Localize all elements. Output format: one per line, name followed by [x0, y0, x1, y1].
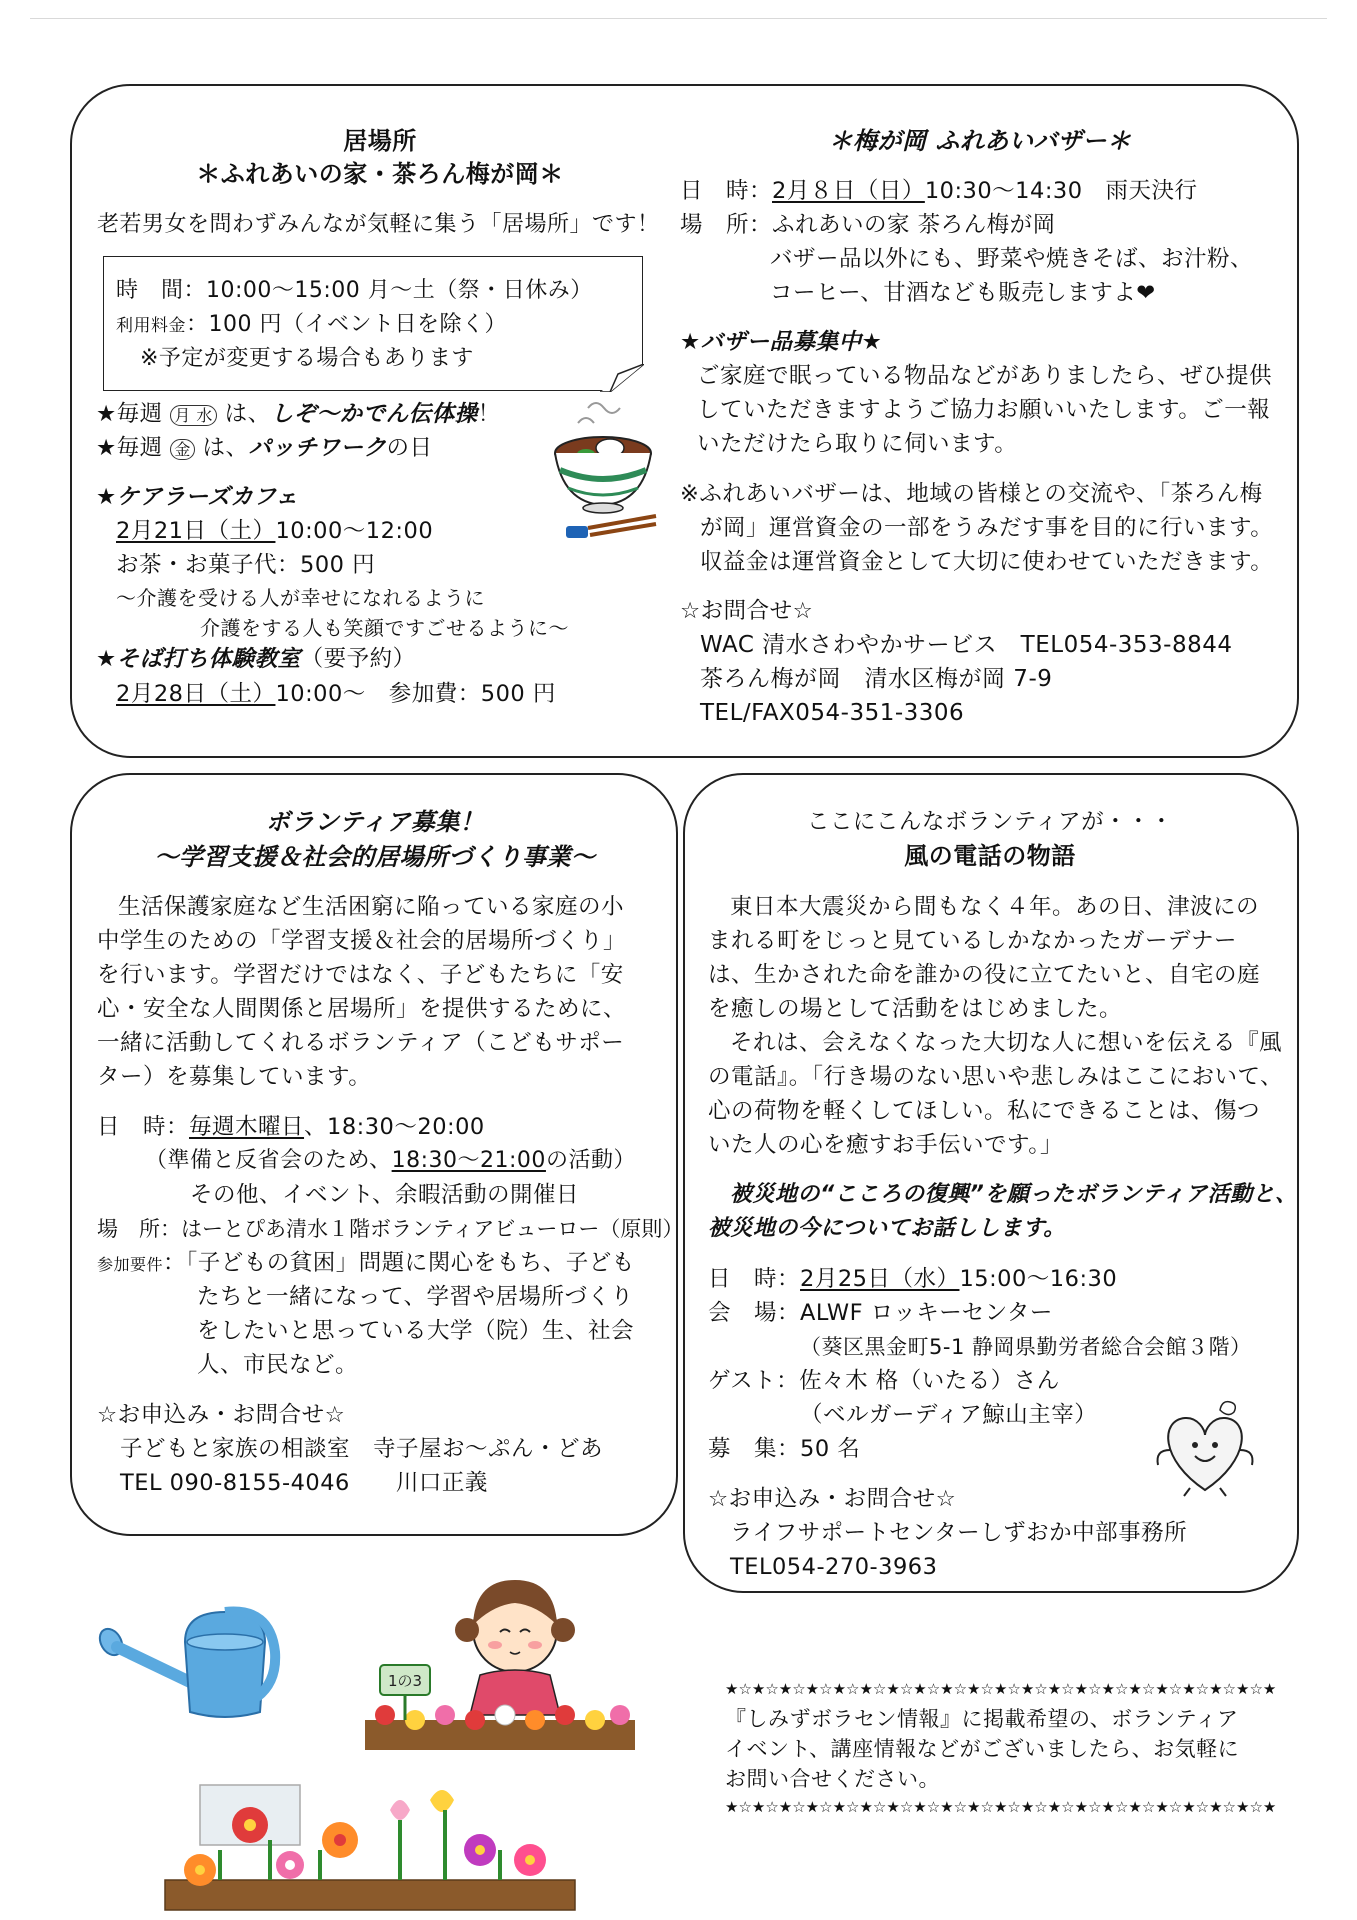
star-border-top: ★☆★☆★☆★☆★☆★☆★☆★☆★☆★☆★☆★☆★☆★☆★☆★☆★☆★☆★☆★☆★: [725, 1680, 1277, 1698]
volunteer-date-value: 毎週木曜日: [189, 1114, 305, 1140]
footer-line-3: お問い合せください。: [725, 1767, 940, 1791]
recruit-line-1: ご家庭で眠っている物品などがありましたら、ぜひ提供: [697, 363, 1273, 389]
volunteer-contact-title: ☆お申込み・お問合せ☆: [97, 1402, 346, 1428]
volunteer-place: 場 所：はーとぴあ清水１階ボランティアビューロー（原則）: [97, 1217, 684, 1241]
exercise-name: しぞ～かでん伝体操: [270, 401, 478, 427]
purpose-line-2: が岡」運営資金の一部をうみだす事を目的に行います。: [700, 515, 1274, 541]
soba-bowl-icon: [548, 398, 658, 548]
volunteer-req-2: たちと一緒になって、学習や居場所づくり: [197, 1284, 634, 1310]
volunteer-p2: 中学生のための「学習支援＆社会的居場所づくり」: [97, 928, 627, 954]
wind-phone-p6: の電話』。「行き場のない思いや悲しみはここにおいて、: [708, 1064, 1284, 1090]
wind-phone-guest-2: （ベルガーディア鯨山主宰）: [800, 1402, 1098, 1428]
wind-phone-contact-2: TEL054-270-3963: [730, 1554, 938, 1580]
recruit-line-3: いただけたら取りに伺います。: [697, 431, 1018, 457]
soba-title-row: [96, 645, 416, 673]
volunteer-p4: 心・安全な人間関係と居場所」を提供するために、: [97, 996, 627, 1022]
wind-phone-p7: 心の荷物を軽くしてほしい。私にできることは、傷つ: [708, 1098, 1261, 1124]
wind-phone-contact-title: ☆お申込み・お問合せ☆: [708, 1486, 957, 1512]
weekly-patchwork: [96, 434, 433, 464]
recruit-line-2: していただきますようご協力お願いいたします。ご一報: [697, 397, 1271, 423]
bazaar-contact-1: WAC 清水さわやかサービス TEL054-353-8844: [700, 632, 1233, 658]
weekly-end: の日: [386, 435, 433, 461]
soba-rest: 10:00～ 参加費：500 円: [275, 681, 556, 707]
wind-phone-title-1: ここにこんなボランティアが・・・: [806, 809, 1174, 835]
girl-illustration-icon: [355, 1570, 655, 1770]
purpose-line-1: ※ふれあいバザーは、地域の皆様との交流や、「茶ろん梅: [680, 481, 1263, 507]
weekly-exercise: [96, 400, 501, 430]
wind-phone-p4: を癒しの場として活動をはじめました。: [708, 996, 1123, 1022]
cafe-date: 2月21日（土）: [116, 518, 276, 544]
soba-date: 2月28日（土）: [116, 681, 276, 707]
fee-row: [116, 311, 507, 340]
bazaar-contact-2: 茶ろん梅が岡 清水区梅が岡 7-9: [700, 666, 1053, 692]
volunteer-p6: ター）を募集しています。: [97, 1064, 372, 1090]
soba-note: （要予約）: [300, 646, 416, 672]
volunteer-req-3: をしたいと思っている大学（院）生、社会: [197, 1318, 635, 1344]
date2-pre: （準備と反省会のため、: [145, 1148, 392, 1173]
volunteer-date: [97, 1113, 485, 1141]
req-line-1: ：「子どもの貧困」問題に関心をもち、子ども: [163, 1250, 635, 1276]
bazaar-contact-title: ☆お問合せ☆: [680, 598, 814, 624]
wind-phone-guest: ゲスト：佐々木 格（いたる）さん: [708, 1368, 1060, 1394]
bazaar-date-value: 2月８日（日）: [772, 178, 925, 204]
volunteer-contact-1: 子どもと家族の相談室 寺子屋お～ぷん・どあ: [120, 1436, 604, 1462]
bazaar-time: 10:30～14:30 雨天決行: [924, 178, 1198, 204]
date2-post: の活動）: [545, 1148, 636, 1173]
ibasho-title: 居場所: [343, 127, 417, 155]
plot-sign: 1の3: [387, 1672, 423, 1690]
volunteer-title: ボランティア募集！: [265, 808, 485, 836]
wind-phone-lead-2: 被災地の今についてお話しします。: [708, 1216, 1066, 1241]
footer-line-2: イベント、講座情報などがございましたら、お気軽に: [725, 1737, 1240, 1761]
heart-character-icon: [1150, 1390, 1260, 1500]
cafe-fee: お茶・お菓子代：500 円: [116, 552, 376, 578]
bazaar-place-3: コーヒー、甘酒なども販売しますよ❤: [770, 280, 1156, 306]
weekly-mid: は、: [194, 435, 249, 461]
folded-corner-icon: [600, 364, 644, 392]
wind-phone-date: [708, 1265, 1117, 1293]
volunteer-contact-2: TEL 090-8155-4046 川口正義: [120, 1470, 488, 1496]
wind-phone-contact-1: ライフサポートセンターしずおか中部事務所: [730, 1520, 1188, 1546]
soba-title: ★そば打ち体験教室: [96, 646, 301, 672]
wind-phone-date-value: 2月25日（水）: [800, 1266, 960, 1292]
wind-phone-p5: それは、会えなくなった大切な人に想いを伝える『風: [730, 1030, 1283, 1056]
cafe-title: ★ケアラーズカフェ: [96, 484, 299, 510]
wind-phone-p8: いた人の心を癒すお手伝いです。」: [708, 1132, 1063, 1158]
soba-datetime: [116, 680, 556, 708]
watering-can-icon: [95, 1602, 295, 1722]
recruit-title: ★バザー品募集中★: [680, 329, 883, 355]
wind-phone-capacity: 募 集：50 名: [708, 1436, 861, 1462]
volunteer-date-3: その他、イベント、余暇活動の開催日: [190, 1182, 579, 1208]
weekly-prefix: ★毎週: [96, 401, 163, 427]
bazaar-place: 場 所：ふれあいの家 茶ろん梅が岡: [680, 212, 1056, 238]
cafe-message-2: 介護をする人も笑顔ですごせるように～: [200, 616, 569, 640]
date-label: 日 時：: [97, 1114, 190, 1140]
wind-phone-p1: 東日本大震災から間もなく４年。あの日、津波にの: [730, 894, 1260, 920]
volunteer-time: 、18:30～20:00: [304, 1114, 485, 1140]
star-border-bottom: ★☆★☆★☆★☆★☆★☆★☆★☆★☆★☆★☆★☆★☆★☆★☆★☆★☆★☆★☆★☆★: [725, 1798, 1277, 1816]
bazaar-contact-3: TEL/FAX054-351-3306: [700, 700, 965, 726]
ibasho-intro: 老若男女を問わずみんなが気軽に集う「居場所」です！: [97, 212, 660, 237]
wind-phone-p2: まれる町をじっと見ているしかなかったガーデナー: [708, 928, 1238, 954]
weekly-day-badge: 金: [170, 439, 195, 460]
wind-phone-title-2: 風の電話の物語: [904, 842, 1076, 870]
fee-value: ：100 円（イベント日を除く）: [186, 312, 507, 337]
date-label: 日 時：: [708, 1266, 801, 1292]
weekly-end: ！: [477, 401, 501, 427]
weekly-prefix: ★毎週: [96, 435, 163, 461]
purpose-line-3: 収益金は運営資金として大切に使わせていただきます。: [700, 549, 1274, 575]
volunteer-p1: 生活保護家庭など生活困窮に陥っている家庭の小: [118, 894, 625, 920]
bazaar-place-2: バザー品以外にも、野菜や焼きそば、お汁粉、: [770, 246, 1254, 272]
wind-phone-lead-1: 被災地の“こころの復興”を願ったボランティア活動と、: [730, 1182, 1298, 1207]
flower-bed-icon: [160, 1780, 580, 1920]
ibasho-subtitle: ＊ふれあいの家・茶ろん梅が岡＊: [196, 160, 564, 188]
patchwork-name: パッチワーク: [248, 435, 387, 461]
hours-text: 時 間：10:00～15:00 月～土（祭・日休み）: [116, 278, 593, 303]
volunteer-date-2: [145, 1147, 636, 1175]
weekly-mid: は、: [216, 401, 271, 427]
volunteer-req-4: 人、市民など。: [197, 1352, 359, 1378]
weekly-days-badge: 月 水: [170, 405, 217, 426]
bazaar-title: ＊梅が岡 ふれあいバザー＊: [828, 127, 1132, 155]
fee-label: 利用料金: [116, 316, 186, 336]
volunteer-p5: 一緒に活動してくれるボランティア（こどもサポー: [97, 1030, 625, 1056]
volunteer-req-1: [97, 1249, 635, 1279]
schedule-note: ※予定が変更する場合もあります: [140, 346, 474, 371]
wind-phone-venue: 会 場：ALWF ロッキーセンター: [708, 1300, 1053, 1326]
volunteer-p3: を行います。学習だけではなく、子どもたちに「安: [97, 962, 624, 988]
date2-time: 18:30～21:00: [391, 1148, 546, 1173]
wind-phone-venue-2: （葵区黒金町5-1 静岡県勤労者総合会館３階）: [800, 1335, 1252, 1359]
cafe-datetime: [116, 517, 433, 545]
cafe-time: 10:00～12:00: [275, 518, 434, 544]
cafe-message-1: ～介護を受ける人が幸せになれるように: [116, 586, 485, 610]
footer-line-1: 『しみずボラセン情報』に掲載希望の、ボランティア: [725, 1707, 1239, 1731]
top-divider: [30, 18, 1327, 19]
bazaar-date: [680, 177, 1198, 205]
volunteer-subtitle: ～学習支援＆社会的居場所づくり事業～: [154, 843, 596, 871]
wind-phone-p3: は、生かされた命を誰かの役に立てたいと、自宅の庭: [708, 962, 1261, 988]
req-label: 参加要件: [97, 1255, 164, 1274]
wind-phone-time: 15:00～16:30: [959, 1266, 1118, 1292]
date-label: 日 時：: [680, 178, 773, 204]
